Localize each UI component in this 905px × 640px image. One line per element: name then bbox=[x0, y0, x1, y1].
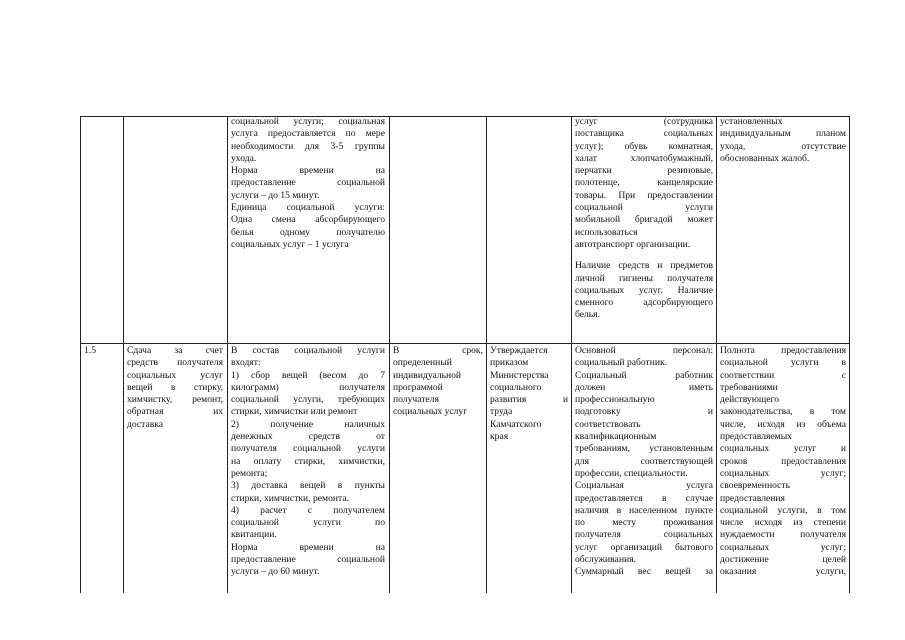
text-line: достижение целей bbox=[720, 554, 846, 566]
text-line: социальной услуги bbox=[575, 202, 713, 214]
text-line: социальной услуги, в том bbox=[720, 504, 846, 516]
text-line: Министерства bbox=[490, 369, 549, 381]
text-line: 1) сбор вещей (весом до 7 bbox=[231, 369, 385, 381]
text-line: услуги – до 60 минут. bbox=[231, 566, 320, 578]
text-line: получателя bbox=[393, 394, 439, 406]
text-line: обратная их bbox=[127, 406, 223, 418]
text-line: законодательства, в том bbox=[720, 406, 846, 418]
text-line: определенный bbox=[393, 357, 452, 369]
text-line: доставка bbox=[127, 418, 164, 430]
table-border-right bbox=[849, 116, 850, 593]
column-divider-4 bbox=[486, 116, 487, 593]
text-line: индивидуальным планом bbox=[720, 128, 846, 140]
text-line: труда bbox=[490, 406, 513, 418]
text-line: химчистку, ремонт, bbox=[127, 394, 223, 406]
text-line: предоставляется в случае bbox=[575, 492, 713, 504]
text-line: стирки, химчистки, ремонта. bbox=[231, 492, 350, 504]
text-line: В состав социальной услуги bbox=[231, 345, 385, 356]
text-line: халат хлопчатобумажный, bbox=[575, 152, 713, 164]
text-line: соответствии с bbox=[720, 369, 846, 381]
text-line: Камчатского bbox=[490, 418, 542, 430]
text-line: В срок, bbox=[393, 345, 483, 356]
text-line: социальных услуг bbox=[393, 406, 468, 418]
text-line: обслуживания. bbox=[575, 554, 636, 566]
text-line: денежных средств от bbox=[231, 431, 385, 443]
text-line: Полнота предоставления bbox=[720, 345, 846, 356]
text-line: Основной персонал: bbox=[575, 345, 713, 356]
text-line: социальных услуг; bbox=[720, 541, 846, 553]
text-line: 3) доставка вещей в пункты bbox=[231, 480, 385, 492]
text-line: Сдача за счет bbox=[127, 345, 223, 356]
text-line: Социальная услуга bbox=[575, 480, 713, 492]
text-line: на оплату стирки, химчистки, bbox=[231, 455, 385, 467]
text-line: развития и bbox=[490, 394, 568, 406]
table-border-left bbox=[80, 116, 81, 593]
text-line: Наличие средств и предметов bbox=[575, 260, 713, 272]
text-line: мобильной бригадой может bbox=[575, 214, 713, 226]
column-divider-3 bbox=[389, 116, 390, 593]
column-divider-2 bbox=[227, 116, 228, 593]
top-row-conditions-cell bbox=[575, 116, 713, 322]
text-line: белья одному получателю bbox=[231, 226, 385, 238]
text-line: Единица социальной услуги: bbox=[231, 202, 385, 214]
text-line: Одна смена абсорбирующего bbox=[231, 214, 385, 226]
text-line: должен иметь bbox=[575, 381, 713, 393]
text-line: социальных услуг bbox=[127, 369, 223, 381]
text-line: вещей в стирку, bbox=[127, 381, 223, 393]
text-line: поставщика социальных bbox=[575, 128, 713, 140]
service-name-cell bbox=[127, 345, 223, 431]
text-line: наличия в населенном пункте bbox=[575, 504, 713, 516]
quality-indicators-cell bbox=[720, 345, 846, 591]
text-line: 4) расчет с получателем bbox=[231, 504, 385, 516]
text-line: социальных услуг; bbox=[720, 467, 846, 479]
text-line: сроков предоставления bbox=[720, 455, 846, 467]
text-line: Норма времени на bbox=[231, 165, 385, 177]
text-line: личной гигиены получателя bbox=[575, 272, 713, 284]
row-divider bbox=[80, 343, 850, 344]
text-line: программой bbox=[393, 381, 443, 393]
text-line: подготовку и bbox=[575, 406, 713, 418]
text-line: социальной услуги, требующих bbox=[231, 394, 385, 406]
text-line: индивидуальной bbox=[393, 369, 462, 381]
text-line: приказом bbox=[490, 357, 529, 369]
text-line: входят: bbox=[231, 357, 261, 369]
text-line: нуждаемости получателя bbox=[720, 529, 846, 541]
text-line: автотранспорт организации. bbox=[575, 238, 691, 250]
column-divider-1 bbox=[123, 116, 124, 593]
text-line: по месту проживания bbox=[575, 517, 713, 529]
text-line: социальных услуг – 1 услуга bbox=[231, 238, 349, 250]
text-line: Утверждается bbox=[490, 345, 548, 356]
row-number bbox=[84, 345, 120, 357]
top-row-service-content-cell bbox=[231, 116, 385, 251]
service-content-cell bbox=[231, 345, 385, 579]
text-line: ухода. bbox=[231, 152, 257, 164]
service-tariff-cell bbox=[490, 345, 568, 443]
text-line: получателя социальных bbox=[575, 529, 713, 541]
text-line: действующего bbox=[720, 394, 780, 406]
text-line: социальной услуги в bbox=[720, 357, 846, 369]
text-line: предоставления bbox=[720, 492, 785, 504]
text-line: услуги – до 15 минут. bbox=[231, 189, 320, 201]
text-line: необходимости для 3-5 группы bbox=[231, 140, 385, 152]
column-divider-5 bbox=[571, 116, 572, 593]
text-line: предоставление социальной bbox=[231, 177, 385, 189]
text-line: социальной услуги по bbox=[231, 517, 385, 529]
service-term-cell bbox=[393, 345, 483, 419]
text-line: числе исходя из степени bbox=[720, 517, 846, 529]
text-line: средств получателя bbox=[127, 357, 223, 369]
column-divider-6 bbox=[716, 116, 717, 593]
text-line: перчатки резиновые, bbox=[575, 165, 713, 177]
text-line: товары. При предоставлении bbox=[575, 189, 713, 201]
text-line: сменного адсорбирующего bbox=[575, 297, 713, 309]
text-line: ухода, отсутствие bbox=[720, 140, 846, 152]
text-line: Социальный работник bbox=[575, 369, 713, 381]
text-line: требованиям, установленным bbox=[575, 443, 713, 455]
top-row-indicators-cell bbox=[720, 116, 846, 165]
text-line: социальной услуги; социальная bbox=[231, 116, 385, 127]
text-line: установленных bbox=[720, 116, 783, 127]
text-line: услуг организаций бытового bbox=[575, 541, 713, 553]
text-line: социального bbox=[490, 381, 542, 393]
text-line: социальных услуг и bbox=[720, 443, 846, 455]
text-line: 2) получение наличных bbox=[231, 418, 385, 430]
text-line: края bbox=[490, 431, 509, 443]
text-line: использоваться bbox=[575, 226, 638, 238]
text-line: социальных услуг. Наличие bbox=[575, 284, 713, 296]
text-line: квалификационным bbox=[575, 431, 657, 443]
text-line: своевременность bbox=[720, 480, 790, 492]
text-line: Норма времени на bbox=[231, 541, 385, 553]
text-line: требованиями bbox=[720, 381, 778, 393]
text-line: 1.5 bbox=[84, 345, 96, 356]
text-line: числе, исходя из объема bbox=[720, 418, 846, 430]
service-conditions-cell bbox=[575, 345, 713, 591]
text-line: ремонта; bbox=[231, 467, 268, 479]
text-line: для соответствующей bbox=[575, 455, 713, 467]
text-line: услуг (сотрудника bbox=[575, 116, 713, 127]
text-line: соответствовать bbox=[575, 418, 641, 430]
text-line: получателя социальной услуги bbox=[231, 443, 385, 455]
text-line: килограмм) получателя bbox=[231, 381, 385, 393]
text-line: белья. bbox=[575, 309, 600, 321]
text-line: стирки, химчистки или ремонт bbox=[231, 406, 358, 418]
text-line: полотенце, канцелярские bbox=[575, 177, 713, 189]
text-line: услуга предоставляется по мере bbox=[231, 128, 385, 140]
text-line: предоставление социальной bbox=[231, 554, 385, 566]
text-line: Суммарный вес вещей за bbox=[575, 566, 713, 578]
text-line: профессии, специальности. bbox=[575, 467, 688, 479]
text-line: профессиональную bbox=[575, 394, 655, 406]
text-line: квитанции. bbox=[231, 529, 277, 541]
text-line: услуг); обувь комнатная, bbox=[575, 140, 713, 152]
text-line: социальный работник. bbox=[575, 357, 668, 369]
text-line: оказания услуги, bbox=[720, 566, 846, 578]
text-line: предоставляемых bbox=[720, 431, 792, 443]
text-line: обоснованных жалоб. bbox=[720, 152, 810, 164]
